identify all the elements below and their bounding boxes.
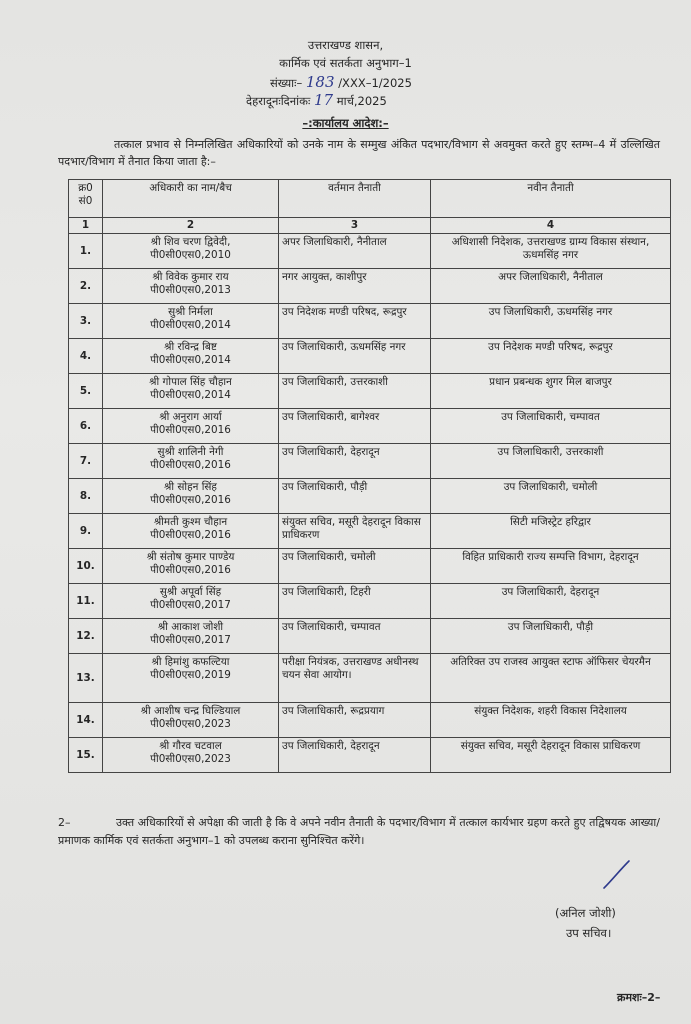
- serial-number: 7.: [69, 444, 103, 479]
- serial-number: 4.: [69, 339, 103, 374]
- new-posting: विहित प्राधिकारी राज्य सम्पत्ति विभाग, देहरादून: [431, 549, 671, 584]
- officer-batch: पी0सी0एस0,2016: [150, 424, 231, 436]
- officer-cell: [103, 479, 279, 514]
- officer-cell: [103, 304, 279, 339]
- current-posting: उप जिलाधिकारी, ऊधमसिंह नगर: [279, 339, 431, 374]
- new-posting: उप जिलाधिकारी, ऊधमसिंह नगर: [431, 304, 671, 339]
- officer-batch: पी0सी0एस0,2014: [150, 319, 231, 331]
- header-officer: अधिकारी का नाम/बैच: [103, 180, 279, 218]
- current-posting: नगर आयुक्त, काशीपुर: [279, 269, 431, 304]
- table-row: [69, 479, 671, 514]
- officer-cell: [103, 703, 279, 738]
- officer-batch: पी0सी0एस0,2016: [150, 459, 231, 471]
- current-posting: उप जिलाधिकारी, देहरादून: [279, 444, 431, 479]
- officer-name: श्री विवेक कुमार राय: [152, 271, 229, 283]
- table-row: [69, 654, 671, 703]
- new-posting: संयुक्त निदेशक, शहरी विकास निदेशालय: [431, 703, 671, 738]
- table-row: [69, 619, 671, 654]
- officer-name: श्री गौरव चटवाल: [159, 740, 222, 752]
- date-suffix: मार्च,2025: [336, 94, 387, 108]
- date-handwritten: 17: [313, 91, 334, 109]
- officer-batch: पी0सी0एस0,2016: [150, 564, 231, 576]
- serial-number: 14.: [69, 703, 103, 738]
- officer-batch: पी0सी0एस0,2014: [150, 354, 231, 366]
- new-posting: अपर जिलाधिकारी, नैनीताल: [431, 269, 671, 304]
- transfer-table: [68, 179, 671, 773]
- header-current: वर्तमान तैनाती: [279, 180, 431, 218]
- officer-batch: पी0सी0एस0,2016: [150, 529, 231, 541]
- serial-number: 13.: [69, 654, 103, 703]
- column-number: 2: [103, 218, 279, 234]
- officer-batch: पी0सी0एस0,2023: [150, 718, 231, 730]
- officer-name: श्री हिमांशु कफल्टिया: [151, 656, 230, 668]
- column-number: 3: [279, 218, 431, 234]
- table-row: [69, 339, 671, 374]
- instruction-paragraph: [58, 814, 660, 850]
- officer-batch: पी0सी0एस0,2023: [150, 753, 231, 765]
- new-posting: संयुक्त सचिव, मसूरी देहरादून विकास प्राधिकरण: [431, 738, 671, 773]
- officer-batch: पी0सी0एस0,2013: [150, 284, 231, 296]
- paragraph-number: 2–: [58, 816, 71, 829]
- officer-cell: [103, 234, 279, 269]
- serial-number: 3.: [69, 304, 103, 339]
- signatory-designation: उप सचिव।: [566, 926, 612, 940]
- new-posting: अधिशासी निदेशक, उत्तराखण्ड ग्राम्य विकास संस्थान, ऊधमसिंह नगर: [431, 234, 671, 269]
- officer-batch: पी0सी0एस0,2014: [150, 389, 231, 401]
- officer-name: श्री संतोष कुमार पाण्डेय: [146, 551, 235, 563]
- officer-name: श्री अनुराग आर्या: [159, 411, 222, 423]
- officer-cell: [103, 738, 279, 773]
- officer-name: श्री रविन्द्र बिष्ट: [164, 341, 217, 353]
- header-new: नवीन तैनाती: [431, 180, 671, 218]
- table-row: [69, 549, 671, 584]
- table-row: [69, 444, 671, 479]
- new-posting: उप जिलाधिकारी, चम्पावत: [431, 409, 671, 444]
- officer-batch: पी0सी0एस0,2010: [150, 249, 231, 261]
- table-row: [69, 703, 671, 738]
- signatory-name: (अनिल जोशी): [555, 906, 616, 920]
- date-label: देहरादूनःदिनांकः: [246, 94, 311, 108]
- new-posting: अतिरिक्त उप राजस्व आयुक्त स्टाफ ऑफिसर चेयरमैन: [431, 654, 671, 703]
- header-govt: उत्तराखण्ड शासन,: [307, 38, 384, 52]
- officer-cell: [103, 444, 279, 479]
- header-section: कार्मिक एवं सतर्कता अनुभाग–1: [279, 56, 412, 70]
- serial-number: 10.: [69, 549, 103, 584]
- column-number: 4: [431, 218, 671, 234]
- order-title: –:कार्यालय आदेश:–: [302, 116, 389, 130]
- current-posting: उप जिलाधिकारी, पौड़ी: [279, 479, 431, 514]
- officer-name: श्रीमती कुश्म चौहान: [153, 516, 228, 528]
- officer-name: सुश्री शालिनी नेगी: [157, 446, 224, 458]
- serial-number: 15.: [69, 738, 103, 773]
- officer-cell: [103, 619, 279, 654]
- officer-cell: [103, 269, 279, 304]
- new-posting: उप जिलाधिकारी, उत्तरकाशी: [431, 444, 671, 479]
- new-posting: प्रधान प्रबन्धक शुगर मिल बाजपुर: [431, 374, 671, 409]
- table-row: [69, 514, 671, 549]
- current-posting: उप निदेशक मण्डी परिषद, रूद्रपुर: [279, 304, 431, 339]
- table-row: [69, 374, 671, 409]
- signature-mark: [600, 858, 632, 892]
- ref-suffix: /XXX–1/2025: [338, 76, 412, 90]
- officer-cell: [103, 339, 279, 374]
- current-posting: उप जिलाधिकारी, उत्तरकाशी: [279, 374, 431, 409]
- ref-handwritten: 183: [305, 73, 335, 91]
- officer-batch: पी0सी0एस0,2016: [150, 494, 231, 506]
- officer-batch: पी0सी0एस0,2017: [150, 634, 231, 646]
- new-posting: सिटी मजिस्ट्रेट हरिद्वार: [431, 514, 671, 549]
- officer-cell: [103, 409, 279, 444]
- officer-name: श्री आकाश जोशी: [157, 621, 224, 633]
- serial-number: 8.: [69, 479, 103, 514]
- current-posting: उप जिलाधिकारी, रूद्रप्रयाग: [279, 703, 431, 738]
- officer-cell: [103, 374, 279, 409]
- paragraph-text: उक्त अधिकारियों से अपेक्षा की जाती है कि वे अपने नवीन तैनाती के पदभार/विभाग में तत्काल कार्यभार ग्रहण करते हुए तद्विषयक आख्या/प्रमाणक कार्मिक एवं सतर्कता अनुभाग–1 को उपलब्ध कराना सुनिश्चित करेंगे।: [58, 816, 660, 847]
- officer-name: सुश्री निर्मला: [168, 306, 213, 318]
- table-row: [69, 234, 671, 269]
- serial-number: 11.: [69, 584, 103, 619]
- officer-name: सुश्री अपूर्वा सिंह: [159, 586, 222, 598]
- serial-number: 9.: [69, 514, 103, 549]
- officer-cell: [103, 584, 279, 619]
- new-posting: उप जिलाधिकारी, पौड़ी: [431, 619, 671, 654]
- new-posting: उप निदेशक मण्डी परिषद, रूद्रपुर: [431, 339, 671, 374]
- officer-cell: [103, 654, 279, 703]
- current-posting: उप जिलाधिकारी, चम्पावत: [279, 619, 431, 654]
- new-posting: उप जिलाधिकारी, चमोली: [431, 479, 671, 514]
- column-number: 1: [69, 218, 103, 234]
- officer-name: श्री गोपाल सिंह चौहान: [149, 376, 232, 388]
- current-posting: उप जिलाधिकारी, टिहरी: [279, 584, 431, 619]
- current-posting: अपर जिलाधिकारी, नैनीताल: [279, 234, 431, 269]
- current-posting: उप जिलाधिकारी, बागेश्वर: [279, 409, 431, 444]
- continuation-marker: क्रमशः–2–: [617, 991, 661, 1004]
- current-posting: संयुक्त सचिव, मसूरी देहरादून विकास प्राधिकरण: [279, 514, 431, 549]
- officer-cell: [103, 549, 279, 584]
- officer-batch: पी0सी0एस0,2017: [150, 599, 231, 611]
- officer-batch: पी0सी0एस0,2019: [150, 669, 231, 681]
- officer-name: श्री आशीष चन्द्र घिल्डियाल: [140, 705, 241, 717]
- table-row: [69, 409, 671, 444]
- current-posting: उप जिलाधिकारी, देहरादून: [279, 738, 431, 773]
- table-row: [69, 304, 671, 339]
- reference-number: [270, 73, 412, 91]
- table-row: [69, 738, 671, 773]
- date-line: [246, 91, 387, 109]
- current-posting: परीक्षा नियंत्रक, उत्तराखण्ड अधीनस्थ चयन सेवा आयोग।: [279, 654, 431, 703]
- officer-name: श्री सोहन सिंह: [164, 481, 217, 493]
- serial-number: 2.: [69, 269, 103, 304]
- table-row: [69, 269, 671, 304]
- serial-number: 6.: [69, 409, 103, 444]
- serial-number: 5.: [69, 374, 103, 409]
- officer-name: श्री शिव चरण द्विवेदी,: [150, 236, 231, 248]
- new-posting: उप जिलाधिकारी, देहरादून: [431, 584, 671, 619]
- header-serial: क्र0 सं0: [69, 180, 103, 218]
- table-row: [69, 584, 671, 619]
- serial-number: 12.: [69, 619, 103, 654]
- ref-label: संख्याः–: [270, 76, 303, 90]
- current-posting: उप जिलाधिकारी, चमोली: [279, 549, 431, 584]
- officer-cell: [103, 514, 279, 549]
- serial-number: 1.: [69, 234, 103, 269]
- intro-paragraph: तत्काल प्रभाव से निम्नलिखित अधिकारियों को उनके नाम के सम्मुख अंकित पदभार/विभाग से अवमुक्त करते हुए स्तम्भ–4 में उल्लिखित पदभार/विभाग में तैनात किया जाता है:–: [58, 138, 660, 168]
